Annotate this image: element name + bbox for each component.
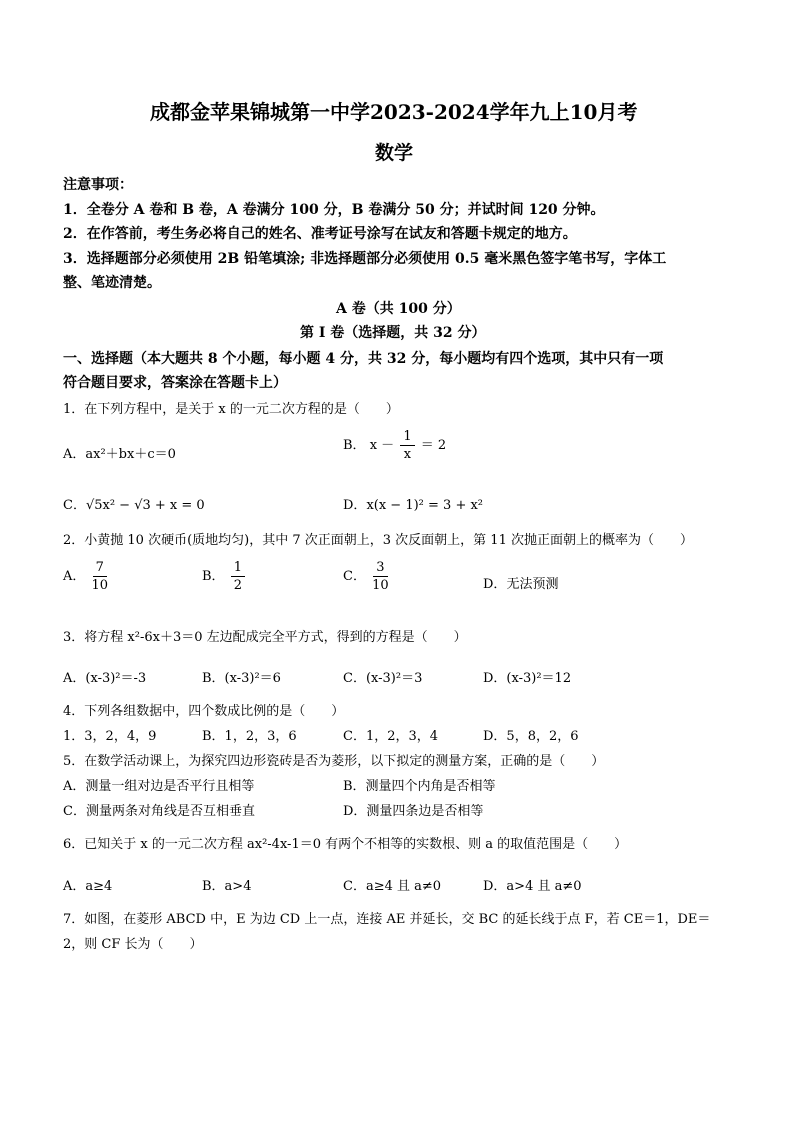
q2-option-b-denominator: 2	[233, 578, 242, 593]
question-6-stem: 6．已知关于 x 的一元二次方程 ax²-4x-1＝0 有两个不相等的实数根、则 a 的取值范围是（ ）	[63, 837, 628, 852]
q5-option-d: D．测量四条边是否相等	[343, 804, 484, 819]
q2-option-b-numerator: 1	[231, 561, 245, 577]
q5-option-c: C．测量两条对角线是否互相垂直	[63, 804, 255, 819]
q1-option-d-text: x(x − 1)² = 3 + x²	[366, 498, 484, 513]
q6-option-c: C．a≥4 且 a≠0	[343, 879, 442, 894]
q1-option-a	[63, 443, 176, 462]
question-2-stem: 2．小黄抛 10 次硬币(质地均匀)，其中 7 次正面朝上，3 次反面朝上，第 11 次抛正面朝上的概率为（ ）	[63, 533, 693, 548]
q6-option-b: B．a>4	[202, 879, 252, 894]
question-3-stem: 3．将方程 x²-6x＋3＝0 左边配成完全平方式，得到的方程是（ ）	[63, 630, 467, 645]
q1-option-b	[343, 430, 446, 461]
q4-option-c: C．1，2，3，4	[343, 729, 439, 744]
q2-option-c	[343, 561, 391, 592]
subject-title: 数学	[375, 142, 414, 164]
choice-section-heading-1: 一、选择题（本大题共 8 个小题，每小题 4 分，共 32 分，每小题均有四个选项，其中只有一项	[63, 351, 664, 367]
q3-option-b: B．(x-3)²＝6	[202, 671, 281, 686]
q2-option-b-fraction	[231, 561, 245, 592]
q3-option-a: A．(x-3)²＝-3	[63, 671, 147, 686]
notice-item-2: 2．在作答前，考生务必将自己的姓名、准考证号涂写在试友和答题卡规定的地方。	[63, 226, 577, 242]
q1-option-b-fraction	[400, 430, 414, 461]
q2-option-c-denominator: 10	[372, 578, 389, 593]
q1-option-b-post: ＝ 2	[420, 438, 447, 453]
q2-option-b	[202, 561, 247, 592]
q3-option-c: C．(x-3)²＝3	[343, 671, 423, 686]
q5-option-a: A．测量一组对边是否平行且相等	[63, 779, 255, 794]
q2-option-a-fraction	[92, 561, 109, 592]
q1-option-d	[343, 494, 483, 513]
q2-option-c-label: C．	[343, 569, 366, 584]
q1-option-b-label: B．	[343, 438, 366, 453]
q1-option-b-numerator: 1	[400, 430, 414, 446]
question-7-stem-line-2: 2，则 CF 长为（ ）	[63, 937, 203, 952]
q4-option-b: B．1，2，3，6	[202, 729, 297, 744]
question-1-stem: 1．在下列方程中，是关于 x 的一元二次方程的是（ ）	[63, 402, 399, 417]
question-7-stem-line-1: 7．如图，在菱形 ABCD 中，E 为边 CD 上一点，连接 AE 并延长，交 BC 的延长线于点 F，若 CE＝1，DE＝	[63, 912, 711, 927]
q2-option-a-numerator: 7	[93, 561, 107, 577]
q2-option-c-fraction	[372, 561, 389, 592]
q3-option-d: D．(x-3)²＝12	[483, 671, 572, 686]
notice-item-3: 3．选择题部分必须使用 2B 铅笔填涂; 非选择题部分必须使用 0.5 毫米黑色签字笔书写，字体工	[63, 251, 667, 267]
q2-option-d-text: 无法预测	[506, 577, 559, 592]
q2-option-c-numerator: 3	[373, 561, 387, 577]
q1-option-a-label: A．	[63, 447, 86, 462]
exam-title: 成都金苹果锦城第一中学2023-2024学年九上10月考	[150, 100, 638, 124]
q1-option-b-pre: x －	[369, 438, 395, 453]
part-one-heading: 第 I 卷（选择题，共 32 分）	[300, 325, 486, 341]
choice-section-heading-2: 符合题目要求，答案涂在答题卡上）	[63, 375, 287, 391]
q1-option-c	[63, 494, 205, 513]
notice-item-3-cont: 整、笔迹清楚。	[63, 275, 161, 291]
q1-option-c-label: C．	[63, 498, 86, 513]
q1-option-b-denominator: x	[403, 447, 412, 462]
q6-option-d: D．a>4 且 a≠0	[483, 879, 582, 894]
q4-option-a: 1．3，2，4，9	[63, 729, 157, 744]
q2-option-a-label: A．	[63, 569, 86, 584]
q4-option-d: D．5，8，2，6	[483, 729, 579, 744]
q5-option-b: B．测量四个内角是否相等	[343, 779, 496, 794]
volume-a-heading: A 卷（共 100 分）	[336, 301, 461, 317]
notice-item-1: 1．全卷分 A 卷和 B 卷，A 卷满分 100 分，B 卷满分 50 分；并试时间 120 分钟。	[63, 202, 605, 218]
q6-option-a: A．a≥4	[63, 879, 113, 894]
q1-option-d-label: D．	[343, 498, 367, 513]
q2-option-d-label: D．	[483, 577, 507, 592]
q1-option-c-text: √5x² − √3 + x = 0	[85, 498, 205, 513]
question-4-stem: 4．下列各组数据中，四个数成比例的是（ ）	[63, 704, 345, 719]
q1-option-a-text: ax²＋bx＋c＝0	[85, 447, 176, 462]
q2-option-a	[63, 561, 110, 592]
question-5-stem: 5．在数学活动课上，为探究四边形瓷砖是否为菱形，以下拟定的测量方案，正确的是（ ）	[63, 754, 605, 769]
q2-option-a-denominator: 10	[91, 578, 109, 593]
notice-heading: 注意事项：	[63, 177, 133, 193]
q2-option-d	[483, 573, 558, 592]
q2-option-b-label: B．	[202, 569, 225, 584]
